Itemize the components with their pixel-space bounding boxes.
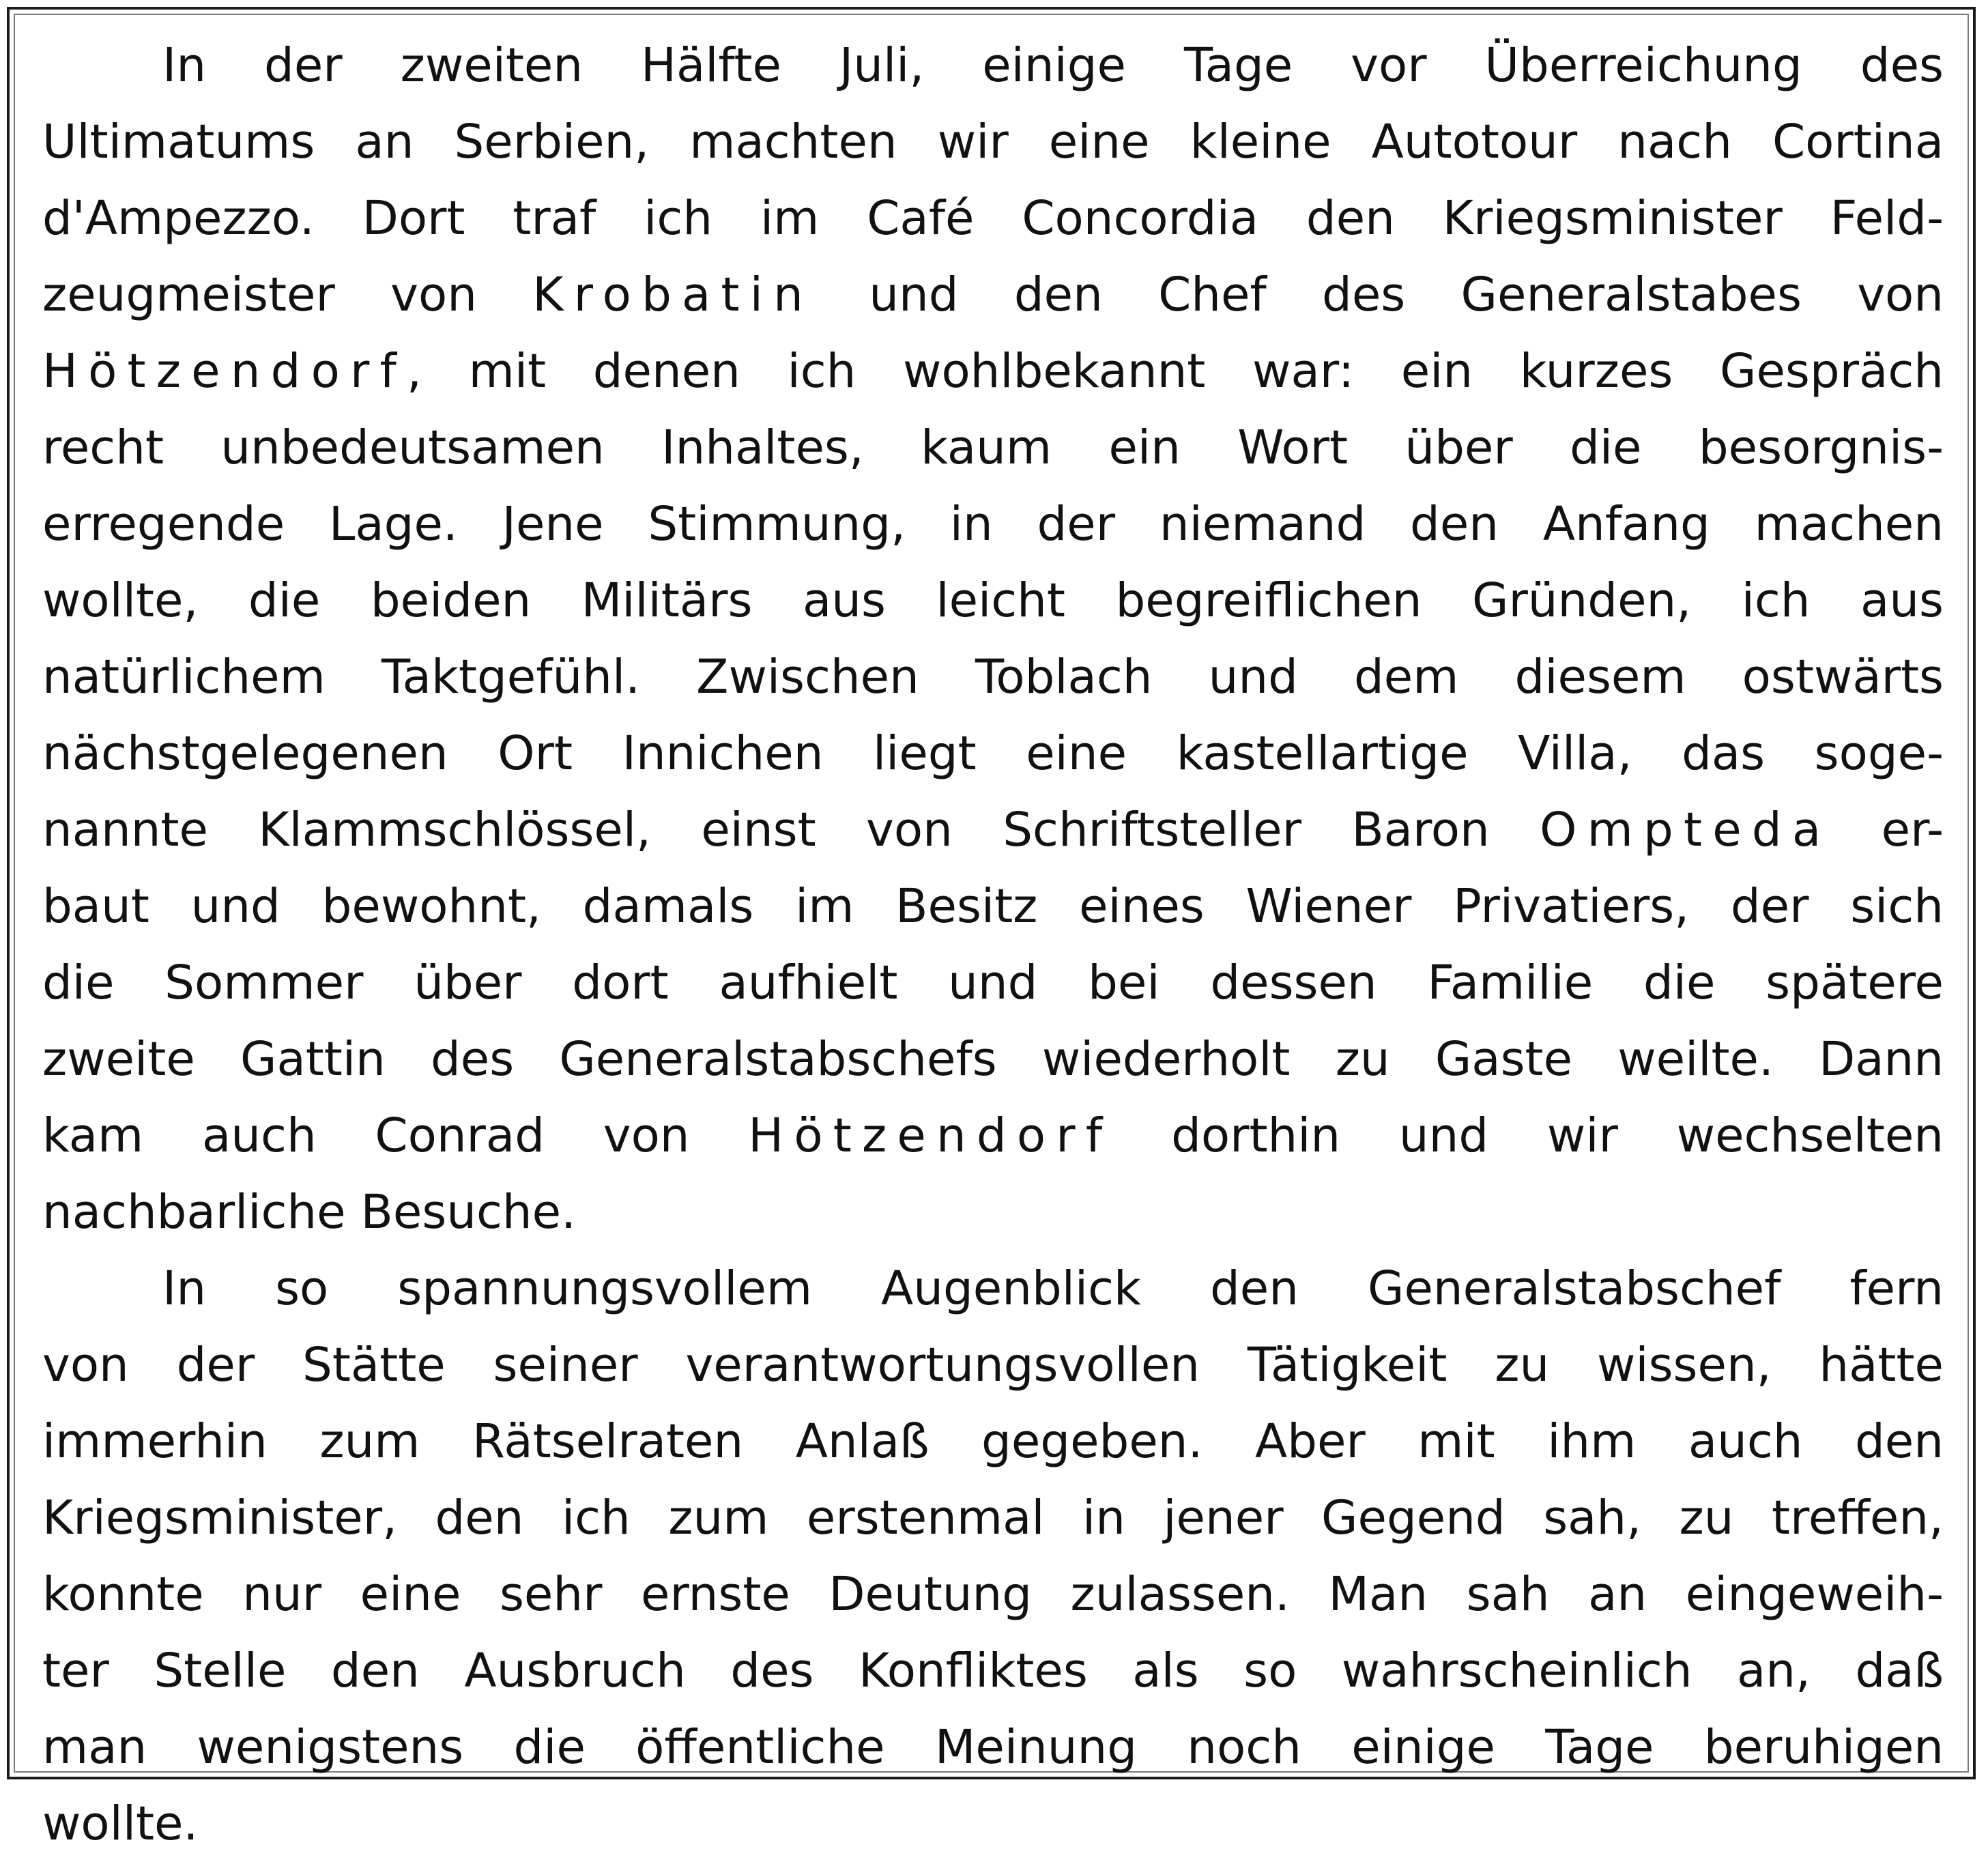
paragraph-1-line-10 [42, 715, 1944, 792]
text-segment: nannte Klammschlössel, einst von Schriftsteller Baron [42, 803, 1540, 857]
text-segment: zweite Gattin des Generalstabschefs wiederholt zu Gaste weilte. Dann [42, 1032, 1944, 1087]
text-segment: wollte. [42, 1796, 199, 1851]
paragraph-2-line-2 [42, 1327, 1944, 1403]
text-segment: er- [1831, 803, 1944, 857]
paragraph-2-line-8 [42, 1786, 1944, 1862]
text-segment: konnte nur eine sehr ernste Deutung zulassen. Man sah an eingeweih- [42, 1567, 1944, 1622]
text-segment: kam auch Conrad von [42, 1108, 749, 1163]
paragraph-2-line-1 [42, 1250, 1944, 1327]
spaced-name: Hötzendorf [748, 1108, 1113, 1163]
text-segment: nachbarliche Besuche. [42, 1185, 577, 1240]
text-segment: und den Chef des Generalstabes von [813, 268, 1944, 322]
document-body [42, 27, 1944, 1862]
spaced-name: Ompteda [1540, 803, 1832, 857]
paragraph-2-line-7 [42, 1709, 1944, 1786]
paragraph-1-line-9 [42, 639, 1944, 715]
paragraph-1-line-11 [42, 792, 1944, 868]
paragraph-2-line-4 [42, 1480, 1944, 1556]
paragraph-1-line-7 [42, 486, 1944, 562]
text-segment: In so spannungsvollem Augenblick den Generalstabschef fern [162, 1261, 1944, 1316]
paragraph-1-line-15 [42, 1098, 1944, 1174]
paragraph-1-line-16 [42, 1174, 1944, 1250]
text-segment: nächstgelegenen Ort Innichen liegt eine kastellartige Villa, das soge- [42, 726, 1944, 781]
text-segment: Ultimatums an Serbien, machten wir eine kleine Autotour nach Cortina [42, 115, 1944, 169]
paragraph-1-line-14 [42, 1021, 1944, 1098]
paragraph-1-line-4 [42, 257, 1944, 333]
paragraph-1-line-3 [42, 180, 1944, 257]
text-segment: , mit denen ich wohlbekannt war: ein kurzes Gespräch [407, 344, 1944, 399]
paragraph-1-line-5 [42, 333, 1944, 410]
paragraph-1-line-2 [42, 104, 1944, 180]
paragraph-2-line-6 [42, 1633, 1944, 1709]
paragraph-1-line-12 [42, 868, 1944, 945]
text-segment: wollte, die beiden Militärs aus leicht begreiflichen Gründen, ich aus [42, 573, 1944, 628]
paragraph-1-line-6 [42, 410, 1944, 486]
spaced-name: Krobatin [532, 268, 814, 322]
paragraph-2-line-3 [42, 1403, 1944, 1480]
text-segment: natürlichem Taktgefühl. Zwischen Toblach und dem diesem ostwärts [42, 650, 1944, 704]
text-segment: d'Ampezzo. Dort traf ich im Café Concordia den Kriegsminister Feld- [42, 191, 1944, 246]
text-segment: recht unbedeutsamen Inhaltes, kaum ein Wort über die besorgnis- [42, 420, 1944, 475]
text-segment: von der Stätte seiner verantwortungsvollen Tätigkeit zu wissen, hätte [42, 1338, 1944, 1392]
paragraph-1-line-13 [42, 945, 1944, 1021]
text-segment: die Sommer über dort aufhielt und bei dessen Familie die spätere [42, 956, 1944, 1010]
paragraph-1-line-8 [42, 562, 1944, 639]
paragraph-2-line-5 [42, 1556, 1944, 1633]
text-segment: erregende Lage. Jene Stimmung, in der niemand den Anfang machen [42, 497, 1944, 552]
text-segment: baut und bewohnt, damals im Besitz eines Wiener Privatiers, der sich [42, 879, 1944, 934]
text-segment: immerhin zum Rätselraten Anlaß gegeben. Aber mit ihm auch den [42, 1414, 1944, 1469]
text-segment: dorthin und wir wechselten [1112, 1108, 1944, 1163]
text-segment: In der zweiten Hälfte Juli, einige Tage vor Überreichung des [162, 38, 1944, 93]
text-segment: man wenigstens die öffentliche Meinung noch einige Tage beruhigen [42, 1720, 1944, 1775]
spaced-name: Hötzendorf [42, 344, 407, 399]
text-segment: ter Stelle den Ausbruch des Konfliktes als so wahrscheinlich an, daß [42, 1644, 1944, 1698]
text-segment: zeugmeister von [42, 268, 533, 322]
text-segment: Kriegsminister, den ich zum erstenmal in jener Gegend sah, zu treffen, [42, 1491, 1944, 1545]
paragraph-1-line-1 [42, 27, 1944, 104]
